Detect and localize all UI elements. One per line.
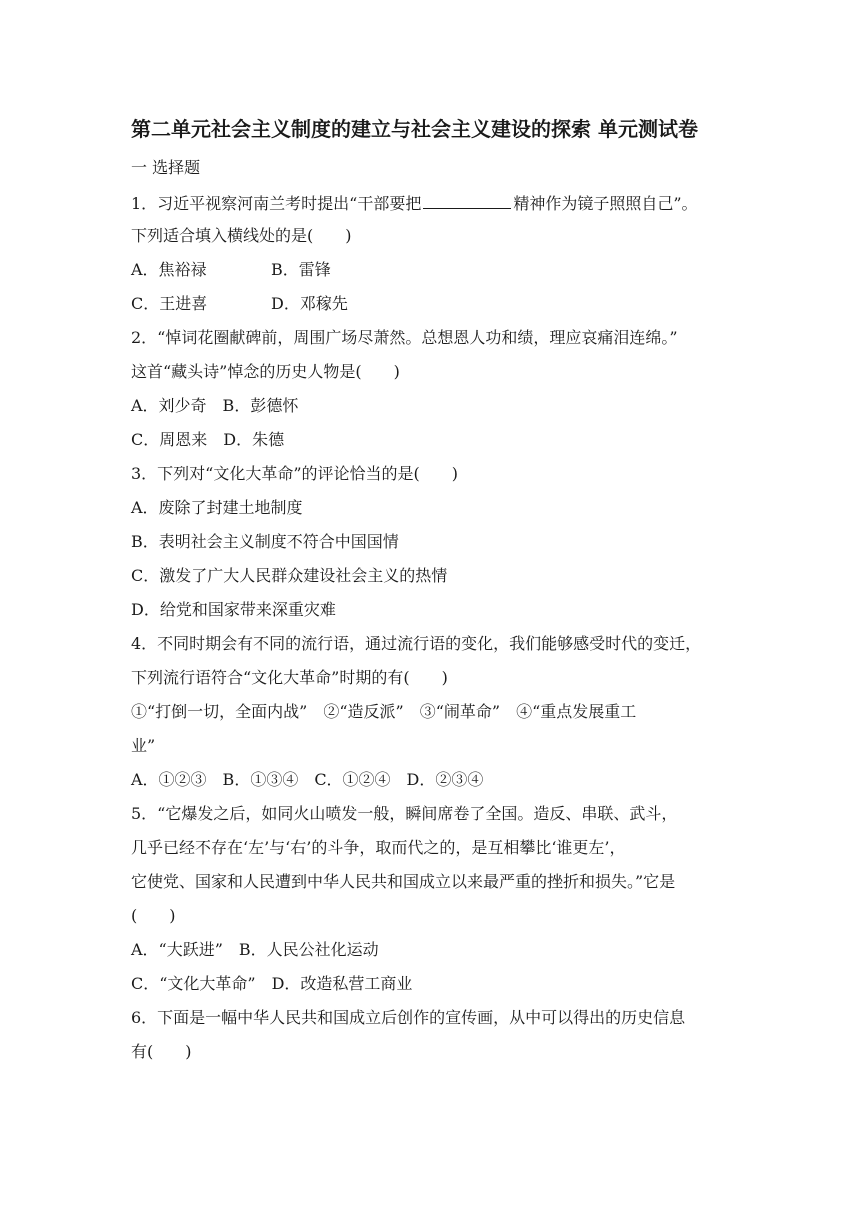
question-4-options: A．①②③ B．①③④ C．①②④ D．②③④: [131, 770, 484, 789]
question-1-stem: [131, 190, 698, 216]
question-3-option-b: B．表明社会主义制度不符合中国国情: [131, 532, 399, 551]
question-5-stem-line-2: 几乎已经不存在‘左’与‘右’的斗争，取而代之的，是互相攀比‘谁更左’，: [131, 838, 626, 857]
question-3-option-c: C．激发了广大人民群众建设社会主义的热情: [131, 566, 448, 585]
question-3-option-a: A．废除了封建土地制度: [131, 498, 303, 517]
option-d: D．邓稼先: [271, 294, 348, 313]
section-heading: 一 选择题: [131, 158, 201, 177]
question-2-options-ab: A．刘少奇 B．彭德怀: [131, 396, 299, 415]
question-4-items: ①“打倒一切，全面内战” ②“造反派” ③“闹革命” ④“重点发展重工: [131, 702, 637, 721]
question-1-stem-part-b: 精神作为镜子照照自己”。: [513, 194, 698, 213]
question-4-items-line-2: 业”: [131, 736, 156, 755]
question-4-stem: 4．不同时期会有不同的流行语，通过流行语的变化，我们能够感受时代的变迁，: [131, 634, 702, 653]
question-5-options-ab: A．“大跃进” B．人民公社化运动: [131, 940, 379, 959]
option-b: B．雷锋: [271, 260, 331, 279]
question-3-stem: 3．下列对“文化大革命”的评论恰当的是( ): [131, 464, 459, 483]
question-6-stem: 6．下面是一幅中华人民共和国成立后创作的宣传画，从中可以得出的历史信息: [131, 1008, 686, 1027]
question-1-options-cd: [131, 292, 348, 316]
option-c: C．王进喜: [131, 294, 208, 313]
question-5-stem-line-4: ( ): [131, 906, 176, 925]
question-2-stem-line-2: 这首“藏头诗”悼念的历史人物是( ): [131, 362, 400, 381]
question-2-options-cd: C．周恩来 D．朱德: [131, 430, 285, 449]
question-5-options-cd: C．“文化大革命” D．改造私营工商业: [131, 974, 413, 993]
question-3-option-d: D．给党和国家带来深重灾难: [131, 600, 336, 619]
fill-in-blank: [423, 190, 511, 209]
question-6-stem-line-2: 有( ): [131, 1042, 192, 1061]
question-5-stem: 5．“它爆发之后，如同火山喷发一般，瞬间席卷了全国。造反、串联、武斗，: [131, 804, 678, 823]
question-4-stem-line-2: 下列流行语符合“文化大革命”时期的有( ): [131, 668, 448, 687]
question-1-options-ab: [131, 258, 331, 282]
question-5-stem-line-3: 它使党、国家和人民遭到中华人民共和国成立以来最严重的挫折和损失。”它是: [131, 872, 676, 891]
option-a: A．焦裕禄: [131, 260, 207, 279]
question-1-stem-line-2: 下列适合填入横线处的是( ): [131, 226, 352, 245]
question-2-stem: 2．“悼词花圈献碑前，周围广场尽萧然。总想恩人功和绩，理应哀痛泪连绵。”: [131, 328, 678, 347]
exam-title: 第二单元社会主义制度的建立与社会主义建设的探索 单元测试卷: [131, 117, 698, 141]
question-1-stem-part-a: 1．习近平视察河南兰考时提出“干部要把: [131, 194, 422, 213]
